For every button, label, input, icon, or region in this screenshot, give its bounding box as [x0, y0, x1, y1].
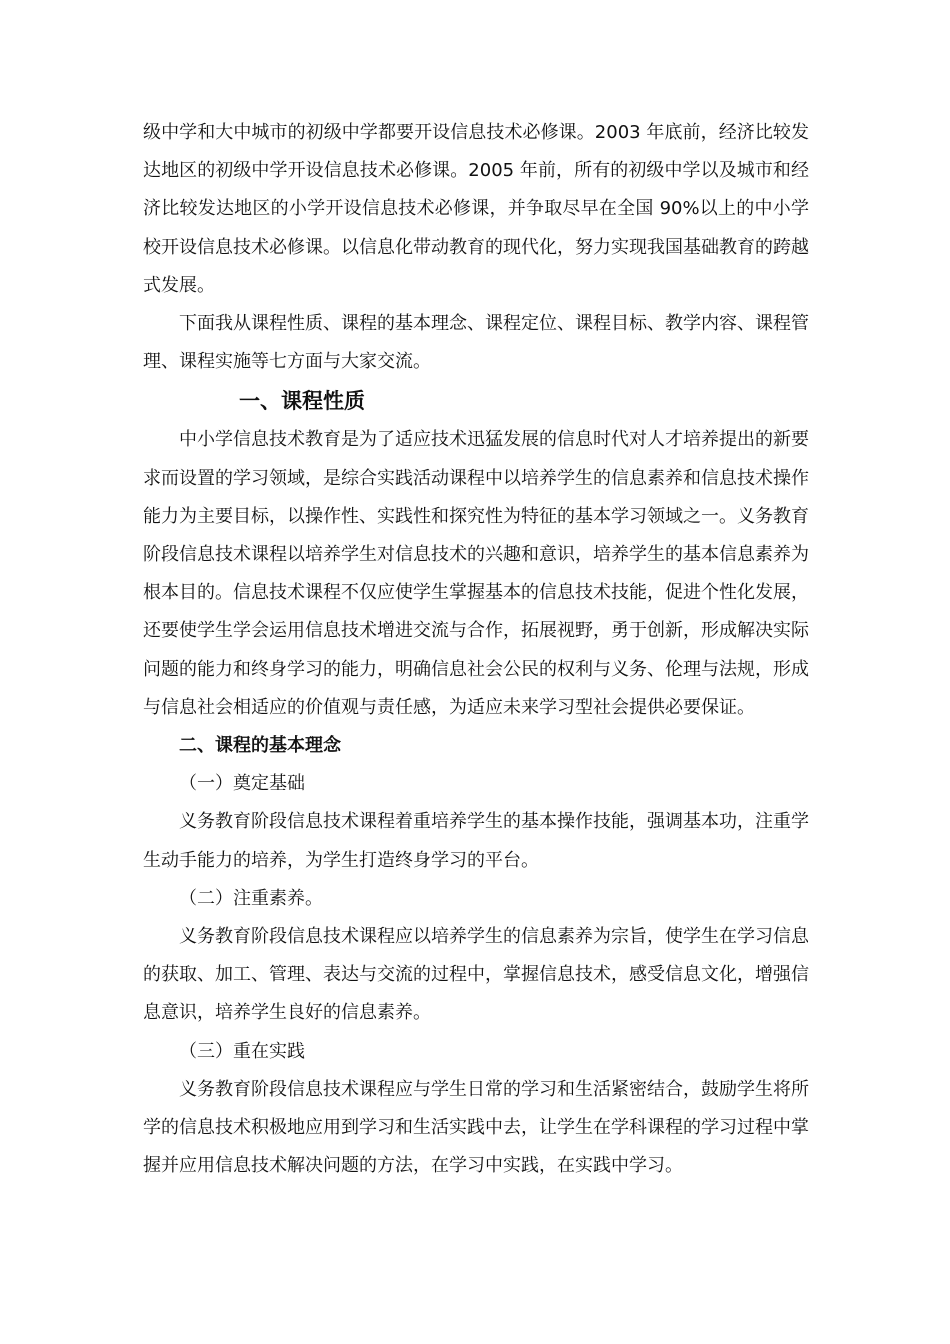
- foundation-paragraph: 义务教育阶段信息技术课程着重培养学生的基本操作技能，强调基本功，注重学生动手能力的培养，为学生打造终身学习的平台。: [143, 811, 809, 871]
- item-heading-literacy: （二）注重素养。: [179, 887, 323, 909]
- intro-paragraph: 级中学和大中城市的初级中学都要开设信息技术必修课。2003 年底前，经济比较发达地区的初级中学开设信息技术必修课。2005 年前，所有的初级中学以及城市和经济比较发达地区的小学开设信息技术必修课，并争取尽早在全国 90%以上的中小学校开设信息技术必修课。以信息化带动教育的现代化，努力实现我国基础教育的跨越式发展。: [143, 122, 809, 296]
- item-heading-practice: （三）重在实践: [179, 1040, 305, 1062]
- section-heading-course-nature: 一、课程性质: [239, 389, 365, 414]
- literacy-paragraph: 义务教育阶段信息技术课程应以培养学生的信息素养为宗旨，使学生在学习信息的获取、加工、管理、表达与交流的过程中，掌握信息技术，感受信息文化，增强信息意识，培养学生良好的信息素养。: [143, 926, 809, 1024]
- overview-paragraph: 下面我从课程性质、课程的基本理念、课程定位、课程目标、教学内容、课程管理、课程实施等七方面与大家交流。: [143, 313, 809, 373]
- practice-paragraph: 义务教育阶段信息技术课程应与学生日常的学习和生活紧密结合，鼓励学生将所学的信息技术积极地应用到学习和生活实践中去，让学生在学科课程的学习过程中掌握并应用信息技术解决问题的方法，在学习中实践，在实践中学习。: [143, 1078, 809, 1177]
- section-heading-basic-concepts: 二、课程的基本理念: [179, 735, 341, 757]
- course-nature-paragraph: 中小学信息技术教育是为了适应技术迅猛发展的信息时代对人才培养提出的新要求而设置的学习领域，是综合实践活动课程中以培养学生的信息素养和信息技术操作能力为主要目标，以操作性、实践性和探究性为特征的基本学习领域之一。义务教育阶段信息技术课程以培养学生对信息技术的兴趣和意识，培养学生的基本信息素养为根本目的。信息技术课程不仅应使学生掌握基本的信息技术技能，促进个性化发展，还要使学生学会运用信息技术增进交流与合作，拓展视野，勇于创新，形成解决实际问题的能力和终身学习的能力，明确信息社会公民的权利与义务、伦理与法规，形成与信息社会相适应的价值观与责任感，为适应未来学习型社会提供必要保证。: [143, 429, 809, 718]
- document-body: [143, 114, 809, 1185]
- item-heading-foundation: （一）奠定基础: [179, 773, 305, 795]
